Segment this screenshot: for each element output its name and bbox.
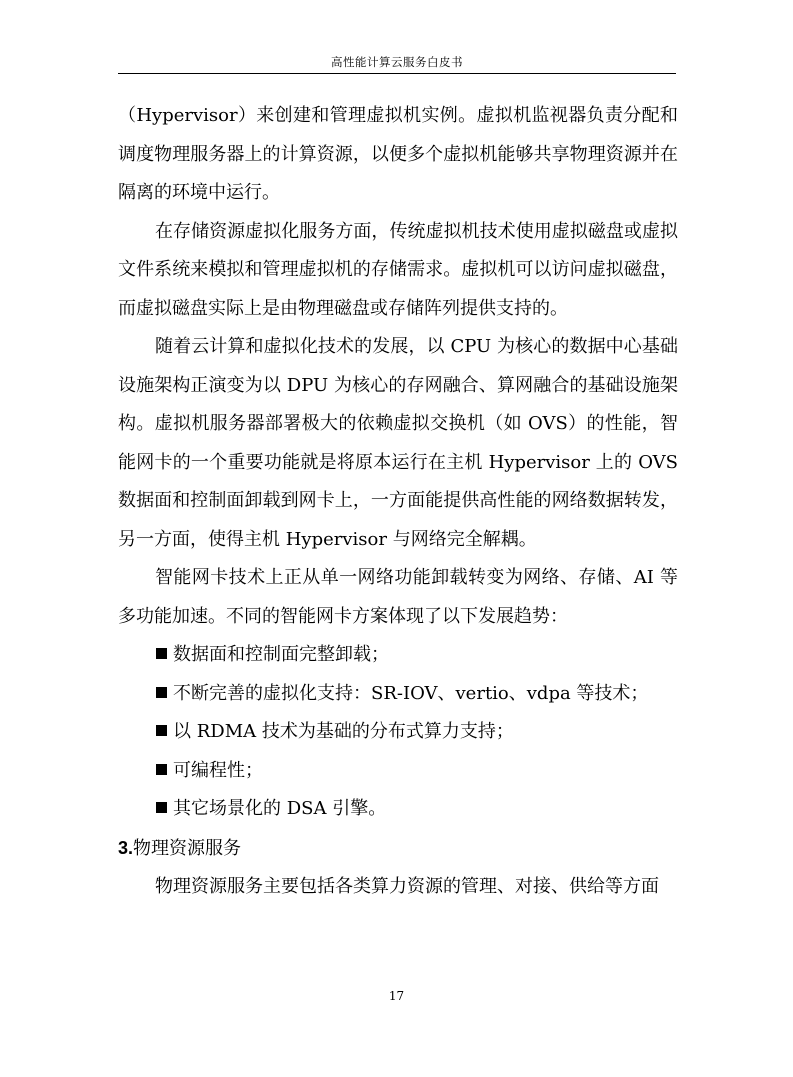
list-item — [118, 713, 678, 752]
page-number: 17 — [388, 989, 405, 1003]
list-item-text: 不断完善的虚拟化支持：SR-IOV、vertio、vdpa 等技术； — [173, 682, 649, 704]
list-item-text: 可编程性； — [173, 759, 263, 781]
header-rule — [118, 73, 676, 74]
square-bullet-icon — [156, 764, 167, 775]
list-item — [118, 790, 678, 829]
list-item-text: 数据面和控制面完整卸载； — [173, 644, 389, 665]
running-header: 高性能计算云服务白皮书 — [331, 55, 463, 69]
paragraph-physical-resources: 物理资源服务主要包括各类算力资源的管理、对接、供给等方面 — [155, 876, 659, 897]
page-body — [118, 97, 678, 907]
square-bullet-icon — [156, 802, 167, 813]
square-bullet-icon — [156, 648, 167, 659]
section-heading — [118, 829, 678, 869]
square-bullet-icon — [156, 725, 167, 736]
paragraph-storage-virtualization: 在存储资源虚拟化服务方面，传统虚拟机技术使用虚拟磁盘或虚拟文件系统来模拟和管理虚拟机的存储需求。虚拟机可以访问虚拟磁盘，而虚拟磁盘实际上是由物理磁盘或存储阵列提供支持的。 — [118, 220, 678, 319]
list-item — [118, 675, 678, 714]
paragraph-smartnic-trends: 智能网卡技术上正从单一网络功能卸载转变为网络、存储、AI 等多功能加速。不同的智能网卡方案体现了以下发展趋势： — [118, 567, 678, 627]
list-item-text: 其它场景化的 DSA 引擎。 — [173, 798, 387, 819]
list-item — [118, 752, 678, 791]
list-item — [118, 636, 678, 675]
section-number: 3. — [118, 837, 134, 858]
square-bullet-icon — [156, 687, 167, 698]
paragraph-dpu-infrastructure: 随着云计算和虚拟化技术的发展，以 CPU 为核心的数据中心基础设施架构正演变为以 DPU 为核心的存网融合、算网融合的基础设施架构。虚拟机服务器部署极大的依赖虚拟交换机（如 OVS）的性能，智能网卡的一个重要功能就是将原本运行在主机 Hypervisor 上的 OVS 数据面和控制面卸载到网卡上，一方面能提供高性能的网络数据转发，另一方面，使得主机 Hypervisor 与网络完全解耦。 — [118, 336, 678, 550]
paragraph-hypervisor-continuation: （Hypervisor）来创建和管理虚拟机实例。虚拟机监视器负责分配和调度物理服务器上的计算资源，以便多个虚拟机能够共享物理资源并在隔离的环境中运行。 — [118, 105, 678, 203]
list-item-text: 以 RDMA 技术为基础的分布式算力支持； — [173, 721, 514, 742]
section-title: 物理资源服务 — [133, 837, 242, 859]
